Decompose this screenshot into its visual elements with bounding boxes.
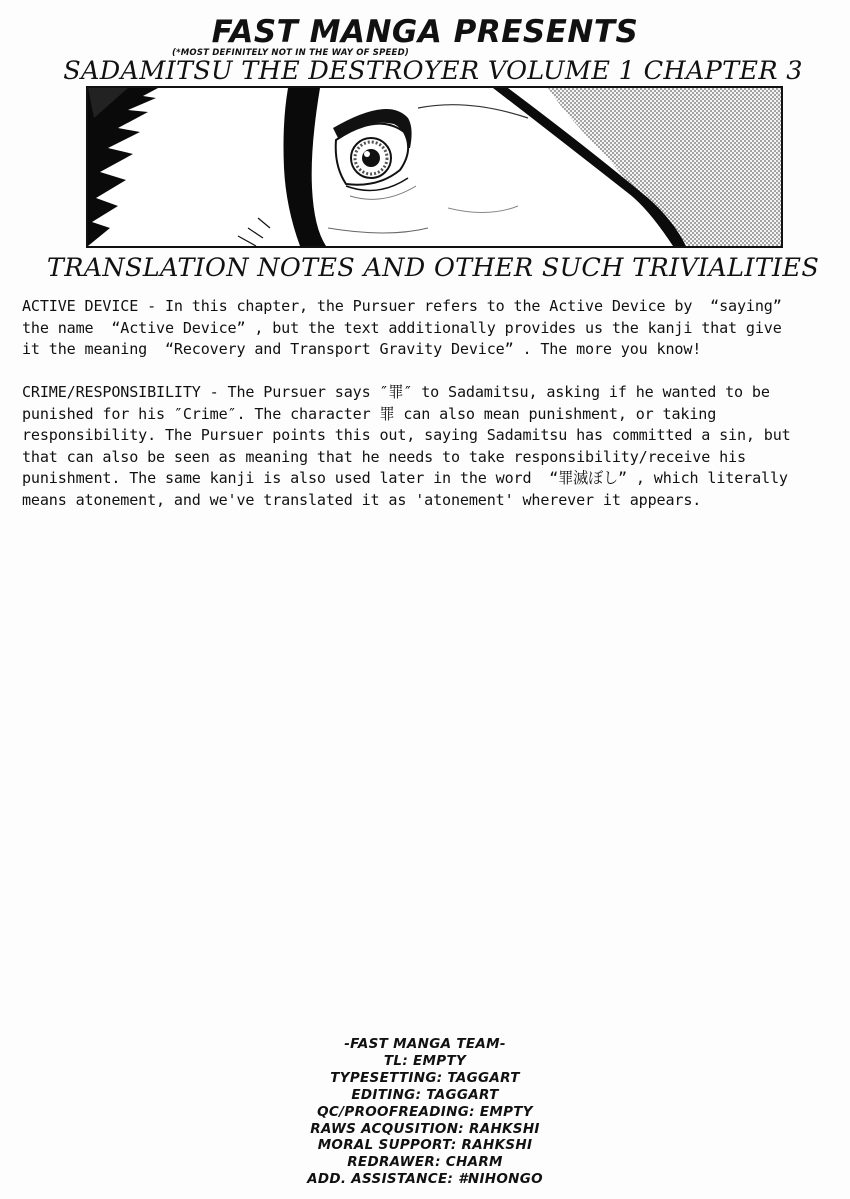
- credits-qc: QC/PROOFREADING: EMPTY: [317, 1103, 533, 1120]
- note-crime-responsibility: CRIME/RESPONSIBILITY - The Pursuer says ″罪″ to Sadamitsu, asking if he wanted to be punished for his ″Crime″. The character 罪 can also mean punishment, or taking responsibility. The Pursuer points this out, saying Sadamitsu has committed a sin, but that can also be seen as meaning that he needs to take responsibility/receive his punishment. The same kanji is also used later in the word “罪滅ぼし” , which literally means atonement, and we've translated it as 'atonement' wherever it appears.: [22, 383, 791, 509]
- credits-raws: RAWS ACQUSITION: RAHKSHI: [310, 1120, 540, 1137]
- credits-moral-support: MORAL SUPPORT: RAHKSHI: [317, 1137, 533, 1154]
- note-active-device: ACTIVE DEVICE - In this chapter, the Pursuer refers to the Active Device by “saying” the name “Active Device” , but the text additionally provides us the kanji that give it the meaning “Recovery and Transport Gravity Device” . The more you know!: [22, 297, 782, 359]
- credits-assistance: ADD. ASSISTANCE: #NIHONGO: [307, 1171, 543, 1188]
- credits-team: -FAST MANGA TEAM-: [344, 1036, 506, 1052]
- page-title: FAST MANGA PRESENTS: [211, 14, 639, 50]
- chapter-title: SADAMITSU THE DESTROYER VOLUME 1 CHAPTER 3: [63, 56, 803, 86]
- credits-typesetting: TYPESETTING: TAGGART: [330, 1069, 520, 1086]
- credits-tl: TL: EMPTY: [383, 1052, 467, 1069]
- credits-redrawer: REDRAWER: CHARM: [347, 1154, 503, 1171]
- notes-heading: TRANSLATION NOTES AND OTHER SUCH TRIVIALITIES: [46, 253, 820, 283]
- credits-block: [0, 1036, 850, 1188]
- eye-illustration-icon: [88, 88, 781, 246]
- title-subtitle: (*MOST DEFINITELY NOT IN THE WAY OF SPEED): [172, 48, 409, 58]
- credits-editing: EDITING: TAGGART: [351, 1086, 499, 1103]
- manga-panel-illustration: [86, 86, 783, 248]
